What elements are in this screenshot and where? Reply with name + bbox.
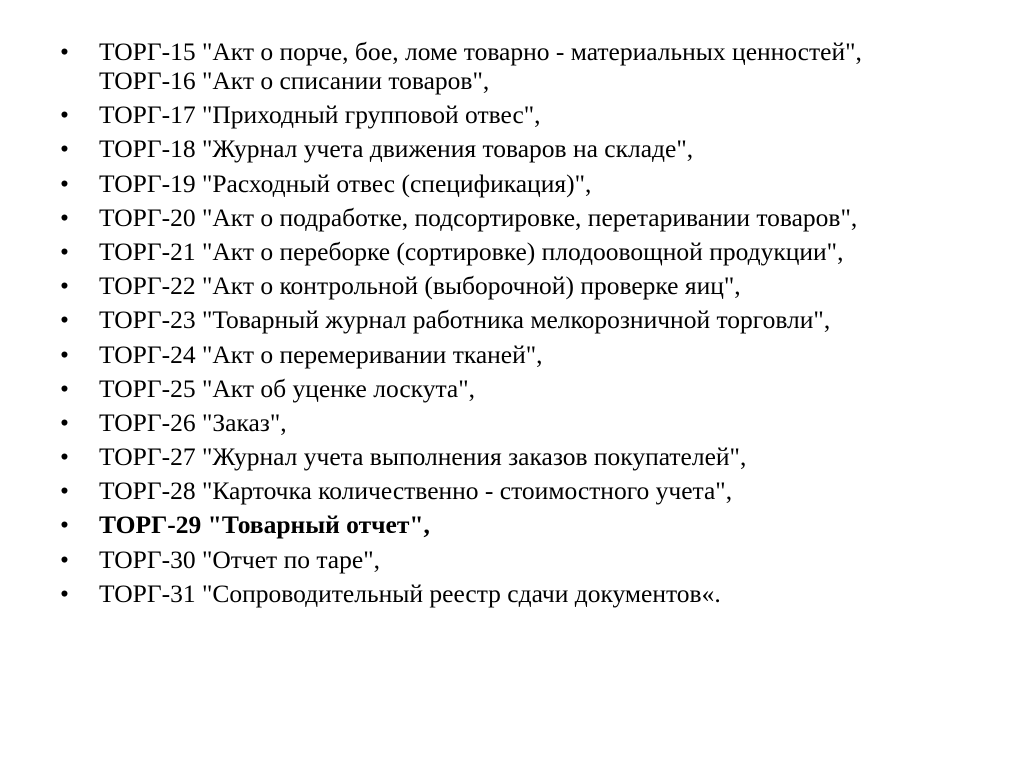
list-item-text xyxy=(99,237,1010,266)
bullet-icon: • xyxy=(60,442,69,472)
list-item-text xyxy=(99,476,1010,505)
bullet-icon: • xyxy=(60,100,69,130)
list-item-line: ТОРГ-29 "Товарный отчет", xyxy=(99,510,430,540)
bullet-icon: • xyxy=(60,476,69,506)
list-item-text xyxy=(99,579,1010,608)
list-item xyxy=(60,476,1010,505)
list-item xyxy=(60,545,1010,574)
list-item xyxy=(60,169,1010,198)
bullet-icon: • xyxy=(60,373,69,403)
list-item-line: ТОРГ-18 "Журнал учета движения товаров на складе", xyxy=(99,134,694,164)
list-item-text xyxy=(99,37,1010,95)
list-item-text xyxy=(99,305,1010,334)
list-item-line: ТОРГ-30 "Отчет по таре", xyxy=(99,544,380,574)
list-item xyxy=(60,442,1010,471)
list-item-line: ТОРГ-20 "Акт о подработке, подсортировке, перетаривании товаров", xyxy=(99,202,858,232)
list-item xyxy=(60,134,1010,163)
list-item-text xyxy=(99,442,1010,471)
bullet-icon: • xyxy=(60,339,69,369)
list-item-line: ТОРГ-23 "Товарный журнал работника мелкорозничной торговли", xyxy=(99,305,831,335)
list-item-line: ТОРГ-16 "Акт о списании товаров", xyxy=(99,66,490,95)
bullet-icon: • xyxy=(60,578,69,608)
bullet-icon: • xyxy=(60,37,69,66)
list-item-text xyxy=(99,340,1010,369)
list-item xyxy=(60,305,1010,334)
list-item xyxy=(60,340,1010,369)
list-item-line: ТОРГ-19 "Расходный отвес (спецификация)", xyxy=(99,168,592,198)
list-item xyxy=(60,579,1010,608)
list-item-line: ТОРГ-27 "Журнал учета выполнения заказов покупателей", xyxy=(99,442,747,472)
list-item xyxy=(60,408,1010,437)
bullet-icon: • xyxy=(60,305,69,335)
bullet-icon: • xyxy=(60,271,69,301)
list-item-line: ТОРГ-21 "Акт о переборке (сортировке) плодоовощной продукции", xyxy=(99,236,844,266)
list-item-text xyxy=(99,374,1010,403)
list-item xyxy=(60,237,1010,266)
list-item-line: ТОРГ-31 "Сопроводительный реестр сдачи документов«. xyxy=(99,578,721,608)
list-item-line: ТОРГ-22 "Акт о контрольной (выборочной) проверке яиц", xyxy=(99,271,741,301)
list-item-line: ТОРГ-17 "Приходный групповой отвес", xyxy=(99,100,541,130)
list-item-text xyxy=(99,169,1010,198)
list-item-text xyxy=(99,100,1010,129)
bullet-icon: • xyxy=(60,168,69,198)
list-item-line: ТОРГ-26 "Заказ", xyxy=(99,407,287,437)
list-item xyxy=(60,271,1010,300)
list-item-text xyxy=(99,408,1010,437)
list-item xyxy=(60,374,1010,403)
list-item-text xyxy=(99,545,1010,574)
bullet-icon: • xyxy=(60,510,69,540)
list-item-line: ТОРГ-28 "Карточка количественно - стоимостного учета", xyxy=(99,476,733,506)
bullet-icon: • xyxy=(60,544,69,574)
list-item-text xyxy=(99,203,1010,232)
list-item-line: ТОРГ-24 "Акт о перемеривании тканей", xyxy=(99,339,543,369)
list-item-text xyxy=(99,134,1010,163)
list-item-line: ТОРГ-25 "Акт об уценке лоскута", xyxy=(99,373,476,403)
list-item-text xyxy=(99,510,1010,539)
list-item-line: ТОРГ-15 "Акт о порче, бое, ломе товарно - материальных ценностей", xyxy=(99,37,862,66)
list-item xyxy=(60,203,1010,232)
list-item xyxy=(60,510,1010,539)
list-item xyxy=(60,37,1010,95)
bullet-icon: • xyxy=(60,134,69,164)
bullet-icon: • xyxy=(60,236,69,266)
list-item-text xyxy=(99,271,1010,300)
list-item xyxy=(60,100,1010,129)
document-form-list xyxy=(60,37,1010,613)
bullet-icon: • xyxy=(60,407,69,437)
bullet-icon: • xyxy=(60,202,69,232)
